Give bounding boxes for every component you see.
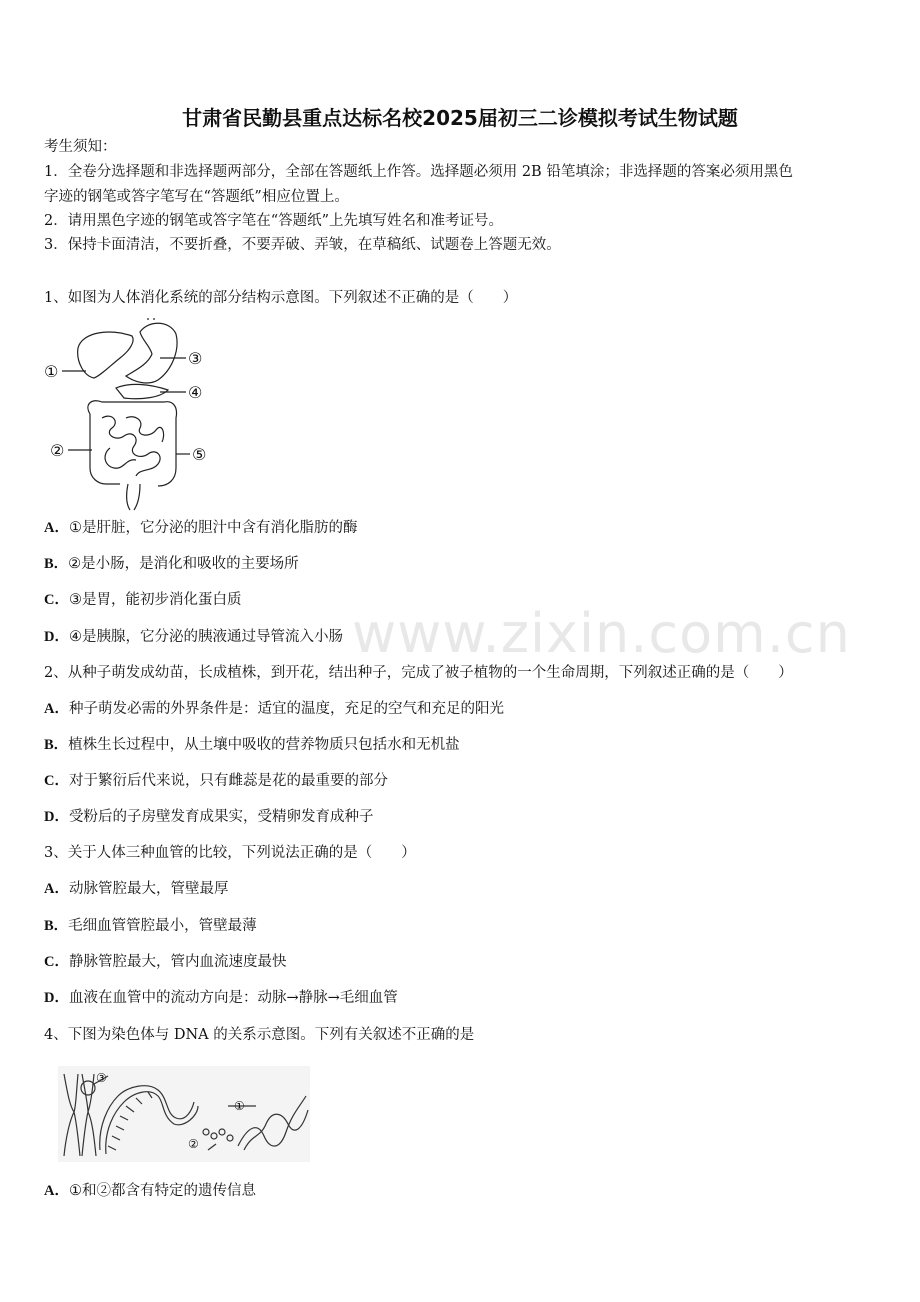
- q3-option-c: [44, 952, 286, 972]
- option-letter: A．: [44, 881, 69, 897]
- option-letter: B．: [44, 556, 69, 572]
- option-letter: C．: [44, 773, 69, 789]
- figure-label: ①: [44, 362, 59, 381]
- option-text: 静脉管腔最大，管内血流速度最快: [68, 954, 287, 970]
- question-3-stem: 3、关于人体三种血管的比较，下列说法正确的是（ ）: [44, 845, 416, 861]
- notice-heading: 考生须知：: [44, 139, 117, 155]
- option-text: 毛细血管管腔最小，管壁最薄: [68, 918, 257, 934]
- q2-option-b: [44, 735, 460, 755]
- option-letter: D．: [44, 809, 69, 825]
- option-text: 受粉后的子房壁发育成果实，受精卵发育成种子: [68, 809, 374, 825]
- notice-line: 3．保持卡面清洁，不要折叠，不要弄破、弄皱，在草稿纸、试题卷上答题无效。: [44, 237, 561, 253]
- option-text: ③是胃，能初步消化蛋白质: [68, 592, 242, 608]
- notice-line: 2．请用黑色字迹的钢笔或答字笔在“答题纸”上先填写姓名和准考证号。: [44, 213, 504, 229]
- option-letter: A．: [44, 701, 69, 717]
- option-letter: D．: [44, 629, 69, 645]
- q3-option-a: [44, 879, 228, 899]
- option-letter: B．: [44, 737, 69, 753]
- notice-line: 字迹的钢笔或答字笔写在“答题纸”相应位置上。: [44, 189, 349, 205]
- q3-option-b: [44, 916, 257, 936]
- option-text: 血液在血管中的流动方向是：动脉→静脉→毛细血管: [68, 990, 398, 1006]
- question-2-stem: 2、从种子萌发成幼苗，长成植株，到开花，结出种子，完成了被子植物的一个生命周期，下列叙述正确的是（ ）: [44, 665, 793, 681]
- option-text: ②是小肠，是消化和吸收的主要场所: [68, 556, 299, 572]
- question-4-stem: 4、下图为染色体与 DNA 的关系示意图。下列有关叙述不正确的是: [44, 1027, 475, 1043]
- option-text: 种子萌发必需的外界条件是：适宜的温度，充足的空气和充足的阳光: [68, 701, 504, 717]
- option-text: ①和②都含有特定的遗传信息: [68, 1183, 256, 1199]
- option-letter: A．: [44, 1183, 69, 1199]
- q2-option-d: [44, 807, 373, 827]
- figure-label: ②: [188, 1137, 199, 1151]
- option-text: 动脉管腔最大，管壁最厚: [68, 881, 229, 897]
- option-letter: A．: [44, 520, 69, 536]
- q2-option-c: [44, 771, 388, 791]
- notice-line: 1．全卷分选择题和非选择题两部分，全部在答题纸上作答。选择题必须用 2B 铅笔填涂；非选择题的答案必须用黑色: [44, 164, 793, 180]
- q2-option-a: [44, 699, 504, 719]
- chromosome-dna-figure: [58, 1066, 310, 1162]
- option-letter: B．: [44, 918, 69, 934]
- q4-option-a: [44, 1181, 256, 1201]
- option-text: 对于繁衍后代来说，只有雌蕊是花的最重要的部分: [68, 773, 388, 789]
- figure-label: ④: [188, 383, 203, 402]
- watermark: www.zixin.com.cn: [352, 602, 851, 665]
- figure-label: ①: [234, 1099, 245, 1113]
- option-text: 植株生长过程中，从土壤中吸收的营养物质只包括水和无机盐: [68, 737, 460, 753]
- q3-option-d: [44, 988, 398, 1008]
- option-text: ④是胰腺，它分泌的胰液通过导管流入小肠: [68, 629, 343, 645]
- figure-label: ③: [96, 1071, 107, 1085]
- option-letter: D．: [44, 990, 69, 1006]
- question-1-stem: 1、如图为人体消化系统的部分结构示意图。下列叙述不正确的是（ ）: [44, 290, 518, 306]
- digestive-system-figure: [40, 318, 220, 512]
- q1-option-c: [44, 590, 241, 610]
- figure-label: ⑤: [192, 445, 207, 464]
- q1-option-a: [44, 518, 357, 538]
- option-text: ①是肝脏，它分泌的胆汁中含有消化脂肪的酶: [68, 520, 358, 536]
- option-letter: C．: [44, 954, 69, 970]
- q1-option-d: [44, 627, 343, 647]
- page-title: 甘肃省民勤县重点达标名校2025届初三二诊模拟考试生物试题: [182, 106, 738, 130]
- figure-label: ②: [50, 441, 65, 460]
- q1-option-b: [44, 554, 299, 574]
- option-letter: C．: [44, 592, 69, 608]
- figure-label: ③: [188, 349, 203, 368]
